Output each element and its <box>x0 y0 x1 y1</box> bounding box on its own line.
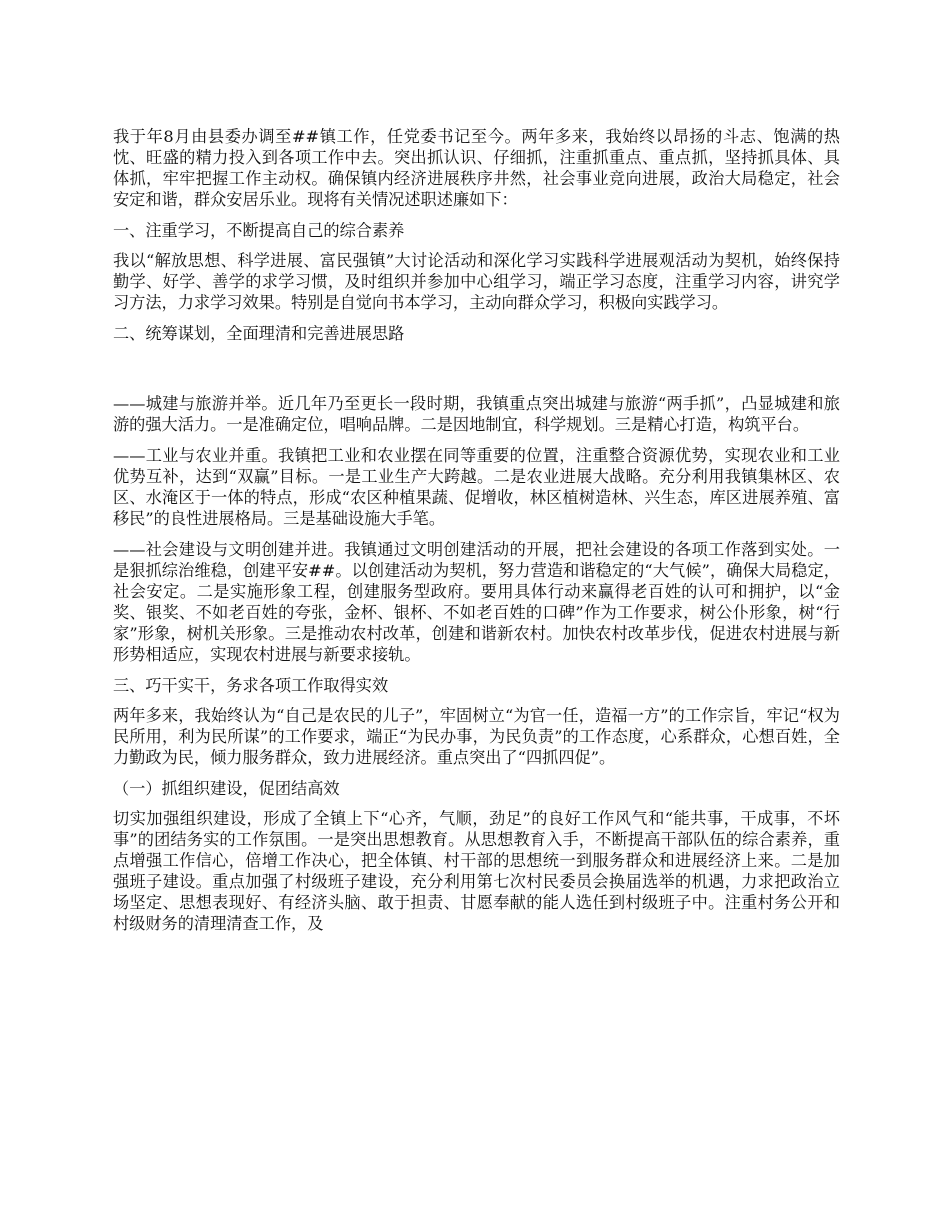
paragraph-organization: 切实加强组织建设，形成了全镇上下“心齐，气顺，劲足”的良好工作风气和“能共事，干成事，不坏事”的团结务实的工作氛围。一是突出思想教育。从思想教育入手，不断提高干部队伍的综合素养，重点增强工作信心，倍增工作决心，把全体镇、村干部的思想统一到服务群众和进展经济上来。二是加强班子建设。重点加强了村级班子建设，充分利用第七次村民委员会换届选举的机遇，力求把政治立场坚定、思想表现好、有经济头脑、敢于担责、甘愿奉献的能人选任到村级班子中。注重村务公开和村级财务的清理清查工作，及 <box>113 809 840 933</box>
paragraph-social-civilization: ——社会建设与文明创建并进。我镇通过文明创建活动的开展，把社会建设的各项工作落到实处。一是狠抓综治维稳，创建平安##。以创建活动为契机，努力营造和谐稳定的“大气候”，确保大局稳定，社会安定。二是实施形象工程，创建服务型政府。要用具体行动来赢得老百姓的认可和拥护，以“金奖、银奖、不如老百姓的夸张，金杯、银杯、不如老百姓的口碑”作为工作要求，树公仆形象，树“行家”形象，树机关形象。三是推动农村改革，创建和谐新农村。加快农村改革步伐，促进农村进展与新形势相适应，实现农村进展与新要求接轨。 <box>113 540 840 664</box>
section-heading-1: 一、注重学习，不断提高自己的综合素养 <box>113 221 405 240</box>
document-page <box>113 126 840 944</box>
blank-spacer <box>113 353 840 393</box>
paragraph-intro: 我于年8月由县委办调至##镇工作，任党委书记至今。两年多来，我始终以昂扬的斗志、饱满的热忱、旺盛的精力投入到各项工作中去。突出抓认识、仔细抓，注重抓重点、重点抓，坚持抓具体、具体抓，牢牢把握工作主动权。确保镇内经济进展秩序井然，社会事业竞向进展，政治大局稳定，社会安定和谐，群众安居乐业。现将有关情况述职述廉如下： <box>113 127 840 209</box>
paragraph-work-attitude: 两年多来，我始终认为“自己是农民的儿子”，牢固树立“为官一任，造福一方”的工作宗旨，牢记“权为民所用，利为民所谋”的工作要求，端正“为民办事，为民负责”的工作态度，心系群众，心想百姓，全力勤政为民，倾力服务群众，致力进展经济。重点突出了“四抓四促”。 <box>113 706 840 767</box>
paragraph-industry-agriculture: ——工业与农业并重。我镇把工业和农业摆在同等重要的位置，注重整合资源优势，实现农业和工业优势互补，达到“双赢”目标。一是工业生产大跨越。二是农业进展大战略。充分利用我镇集林区、农区、水淹区于一体的特点，形成“农区种植果蔬、促增收，林区植树造林、兴生态，库区进展养殖、富移民”的良性进展格局。三是基础设施大手笔。 <box>113 446 840 528</box>
section-heading-3: 三、巧干实干，务求各项工作取得实效 <box>113 676 389 695</box>
paragraph-study: 我以“解放思想、科学进展、富民强镇”大讨论活动和深化学习实践科学进展观活动为契机，始终保持勤学、好学、善学的求学习惯，及时组织并参加中心组学习，端正学习态度，注重学习内容，讲究学习方法，力求学习效果。特别是自觉向书本学习，主动向群众学习，积极向实践学习。 <box>113 251 840 312</box>
paragraph-urban-tourism: ——城建与旅游并举。近几年乃至更长一段时期，我镇重点突出城建与旅游“两手抓”，凸显城建和旅游的强大活力。一是准确定位，唱响品牌。二是因地制宜，科学规划。三是精心打造，构筑平台。 <box>113 394 840 434</box>
subsection-heading-1: （一）抓组织建设，促团结高效 <box>113 779 340 798</box>
section-heading-2: 二、统筹谋划，全面理清和完善进展思路 <box>113 324 405 343</box>
